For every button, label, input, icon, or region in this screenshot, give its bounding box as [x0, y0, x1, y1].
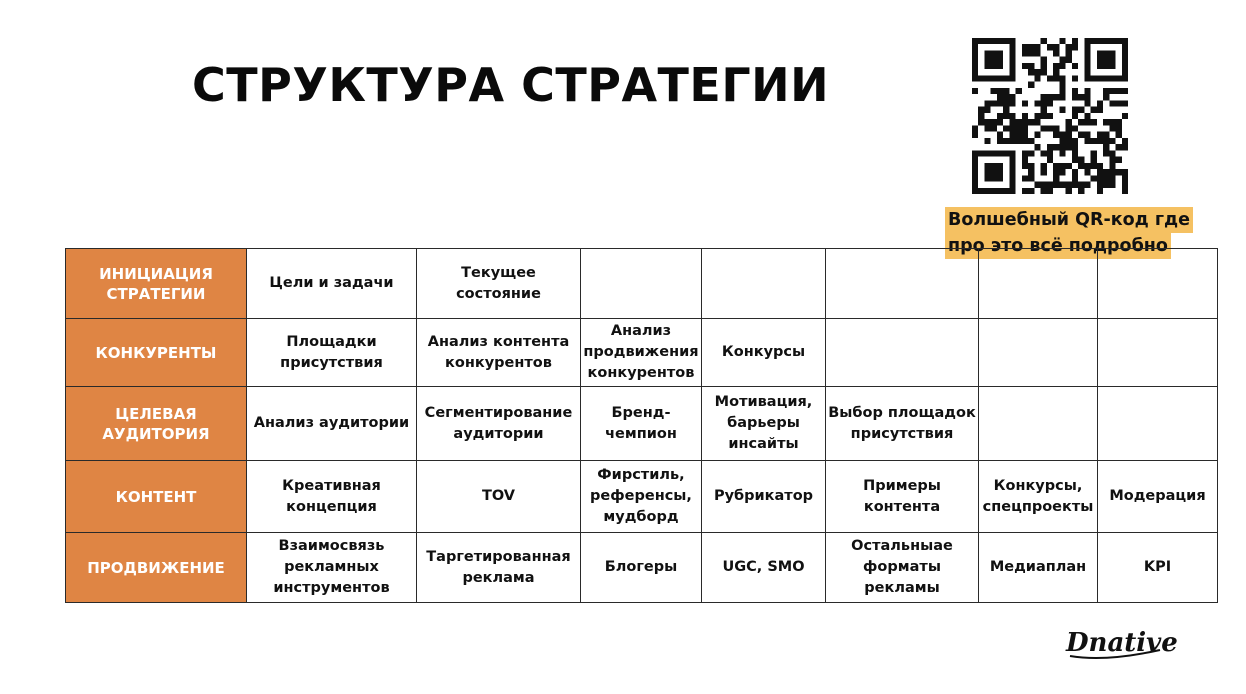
table-cell: Конкурсы, спецпроекты [979, 461, 1098, 533]
table-row [66, 319, 1218, 387]
table-cell: Креативная концепция [247, 461, 417, 533]
table-cell: Мотивация, барьеры инсайты [702, 387, 826, 461]
table-cell: Блогеры [581, 533, 702, 603]
row-header: КОНКУРЕНТЫ [66, 319, 247, 387]
table-cell: TOV [417, 461, 581, 533]
table-cell: Рубрикатор [702, 461, 826, 533]
table-cell: Взаимосвязь рекламных инструментов [247, 533, 417, 603]
row-header: ИНИЦИАЦИЯ СТРАТЕГИИ [66, 249, 247, 319]
table-row [66, 461, 1218, 533]
table-cell: Сегментирование аудитории [417, 387, 581, 461]
table-cell: Цели и задачи [247, 249, 417, 319]
logo-wordmark: Dnative [1066, 628, 1178, 658]
table-cell: Остальныае форматы рекламы [826, 533, 979, 603]
strategy-table [65, 248, 1218, 603]
table-cell [1098, 387, 1218, 461]
table-cell: Фирстиль, референсы, мудборд [581, 461, 702, 533]
table-cell [979, 387, 1098, 461]
table-cell [702, 249, 826, 319]
table-cell [1098, 319, 1218, 387]
table-row [66, 387, 1218, 461]
table-cell: Таргетированная реклама [417, 533, 581, 603]
table-cell [826, 319, 979, 387]
table-cell: Площадки присутствия [247, 319, 417, 387]
table-cell: Анализ продвижения конкурентов [581, 319, 702, 387]
table-cell: Выбор площадок присутствия [826, 387, 979, 461]
table-cell: Примеры контента [826, 461, 979, 533]
table-cell: Анализ аудитории [247, 387, 417, 461]
qr-callout-line-2: про это всё подробно [945, 233, 1171, 259]
table-cell [1098, 249, 1218, 319]
row-header: ЦЕЛЕВАЯ АУДИТОРИЯ [66, 387, 247, 461]
row-header: КОНТЕНТ [66, 461, 247, 533]
table-row [66, 249, 1218, 319]
table-row [66, 533, 1218, 603]
table-cell: Анализ контента конкурентов [417, 319, 581, 387]
qr-callout-line-1: Волшебный QR-код где [945, 207, 1193, 233]
table-cell [581, 249, 702, 319]
table-cell: Медиаплан [979, 533, 1098, 603]
table-cell: KPI [1098, 533, 1218, 603]
table-cell [979, 319, 1098, 387]
qr-code[interactable] [972, 38, 1128, 194]
table-cell: UGC, SMO [702, 533, 826, 603]
dnative-logo [1064, 620, 1178, 666]
table-cell: Бренд-чемпион [581, 387, 702, 461]
table-cell [826, 249, 979, 319]
table-cell: Модерация [1098, 461, 1218, 533]
row-header: ПРОДВИЖЕНИЕ [66, 533, 247, 603]
table-cell: Текущее состояние [417, 249, 581, 319]
table-cell: Конкурсы [702, 319, 826, 387]
table-cell [979, 249, 1098, 319]
slide-title: СТРУКТУРА СТРАТЕГИИ [192, 58, 830, 112]
